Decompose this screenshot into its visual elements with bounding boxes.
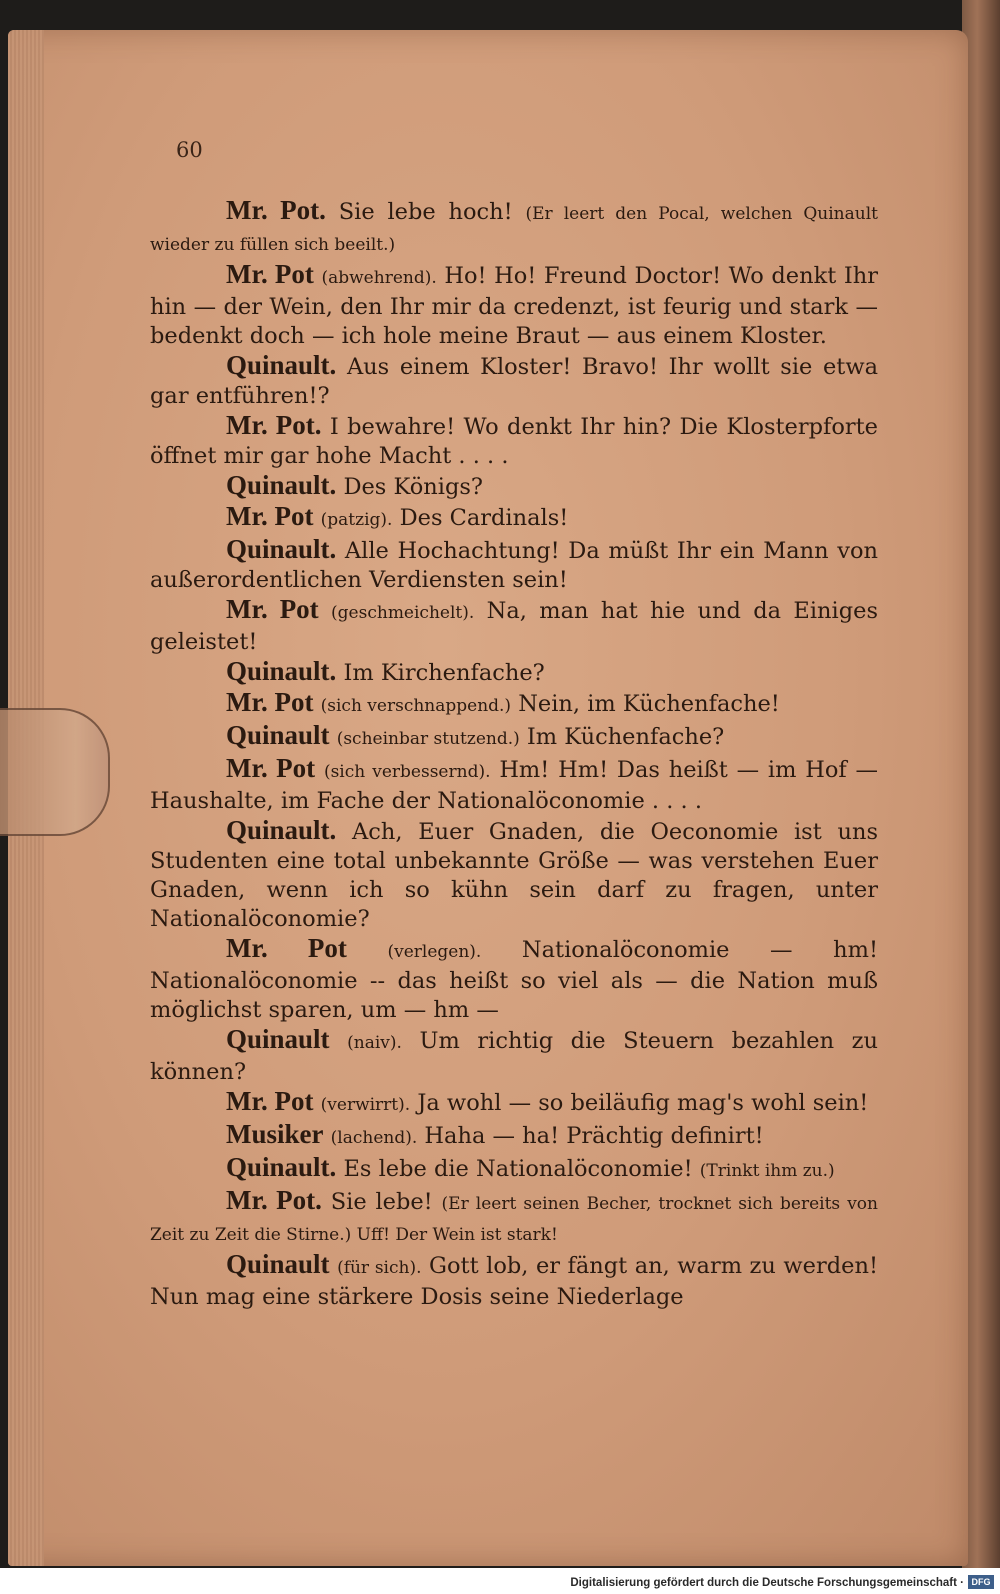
dialogue-text: Nationalöconomie — hm! Nationalöconomie -- das heißt so viel als — die Nation muß möglichst sparen, um — hm — [150,937,878,1023]
stage-direction: (abwehrend). [321,268,437,288]
dialogue-text: Nein, im Küchenfache! [518,691,780,717]
footer-bar [0,1568,1000,1594]
dfg-logo-icon: DFG [968,1575,994,1589]
speaker-name: Mr. Pot [226,753,316,783]
speaker-name: Quinault. [226,1152,337,1182]
speaker-name: Quinault. [226,350,337,380]
page-clip [0,708,110,836]
dialogue-text: Ach, Euer Gnaden, die Oeconomie ist uns Studenten eine total unbekannte Größe — was verstehen Euer Gnaden, wenn ich so kühn sein darf zu fragen, unter Nationalöconomie? [150,819,879,932]
dialogue-paragraph [150,535,878,595]
speaker-name: Musiker [226,1119,324,1149]
dialogue-paragraph [150,260,878,351]
speaker-name: Mr. Pot. [226,195,326,225]
dialogue-text: Aus einem Kloster! Bravo! Ihr wollt sie etwa gar entführen!? [150,354,878,409]
speaker-name: Quinault [226,1024,330,1054]
dialogue-text: Haha — ha! Prächtig definirt! [424,1123,764,1149]
stage-direction: (verwirrt). [320,1095,411,1115]
dialogue-paragraph [150,1186,878,1250]
dialogue-paragraph [150,351,878,411]
dialogue-text: Sie lebe hoch! [338,199,526,225]
dialogue-paragraph [150,1153,878,1186]
dialogue-text: Na, man hat hie und da Einiges geleistet! [150,598,878,655]
trailing-stage-direction: (Er leert seinen Becher, trocknet sich bereits von Zeit zu Zeit die Stirne.) Uff! Der Wein ist stark! [150,1194,878,1245]
speaker-name: Mr. Pot [226,687,314,717]
dialogue-text: Im Küchenfache? [526,724,725,750]
page-text [150,196,878,1312]
dialogue-paragraph [150,1250,878,1312]
speaker-name: Mr. Pot. [226,410,322,440]
dialogue-paragraph [150,502,878,535]
dialogue-text: Des Königs? [343,474,483,500]
speaker-name: Quinault [226,1249,330,1279]
dialogue-paragraph [150,657,878,688]
dialogue-paragraph [150,1025,878,1087]
dialogue-paragraph [150,754,878,816]
speaker-name: Quinault. [226,656,337,686]
speaker-name: Quinault. [226,470,337,500]
dialogue-text: Des Cardinals! [399,505,569,531]
speaker-name: Quinault [226,720,330,750]
dialogue-text: Sie lebe! [330,1189,442,1215]
dialogue-paragraph [150,595,878,657]
dialogue-paragraph [150,1087,878,1120]
speaker-name: Mr. Pot [226,259,314,289]
dialogue-paragraph [150,934,878,1025]
dialogue-text: Es lebe die Nationalöconomie! [343,1156,700,1182]
dialogue-paragraph [150,721,878,754]
dialogue-paragraph [150,471,878,502]
speaker-name: Mr. Pot. [226,1185,322,1215]
dialogue-text: Alle Hochachtung! Da müßt Ihr ein Mann von außerordentlichen Verdiensten sein! [150,538,878,593]
stage-direction: (verlegen). [387,942,482,962]
dialogue-text: Gott lob, er fängt an, warm zu werden! Nun mag eine stärkere Dosis seine Niederlage [150,1253,878,1310]
stage-direction: (sich verbessernd). [323,762,491,782]
speaker-name: Quinault. [226,534,337,564]
stage-direction: (geschmeichelt). [331,603,475,623]
speaker-name: Mr. Pot [226,933,347,963]
dialogue-paragraph [150,411,878,471]
stage-direction: (scheinbar stutzend.) [336,729,520,749]
speaker-name: Mr. Pot [226,594,319,624]
dialogue-text: Im Kirchenfache? [343,660,545,686]
footer-credit: Digitalisierung gefördert durch die Deutsche Forschungsgemeinschaft · [570,1577,964,1589]
dialogue-text: Ja wohl — so beiläufig mag's wohl sein! [417,1090,869,1116]
stage-direction: (für sich). [337,1258,422,1278]
dialogue-paragraph [150,1120,878,1153]
stage-direction: (naiv). [347,1033,402,1053]
stage-direction: (sich verschnappend.) [320,696,512,716]
speaker-name: Mr. Pot [226,1086,314,1116]
dialogue-text: I bewahre! Wo denkt Ihr hin? Die Klosterpforte öffnet mir gar hohe Macht . . . . [150,414,878,469]
dialogue-paragraph [150,688,878,721]
dialogue-paragraph [150,196,878,260]
stage-direction: (patzig). [320,510,393,530]
trailing-stage-direction: (Er leert den Pocal, welchen Quinault wieder zu füllen sich beeilt.) [150,204,878,255]
dialogue-paragraph [150,816,878,934]
speaker-name: Mr. Pot [226,501,314,531]
stage-direction: (lachend). [330,1128,418,1148]
dialogue-text: Hm! Hm! Das heißt — im Hof — Haushalte, im Fache der Nationalöconomie . . . . [150,757,879,814]
dialogue-text: Ho! Ho! Freund Doctor! Wo denkt Ihr hin — der Wein, den Ihr mir da credenzt, ist feurig und stark — bedenkt doch — ich hole meine Braut — aus einem Kloster. [150,263,878,349]
page-number: 60 [176,138,203,162]
speaker-name: Quinault. [226,815,337,845]
dialogue-text: Um richtig die Steuern bezahlen zu können? [150,1028,879,1085]
trailing-stage-direction: (Trinkt ihm zu.) [699,1161,835,1181]
